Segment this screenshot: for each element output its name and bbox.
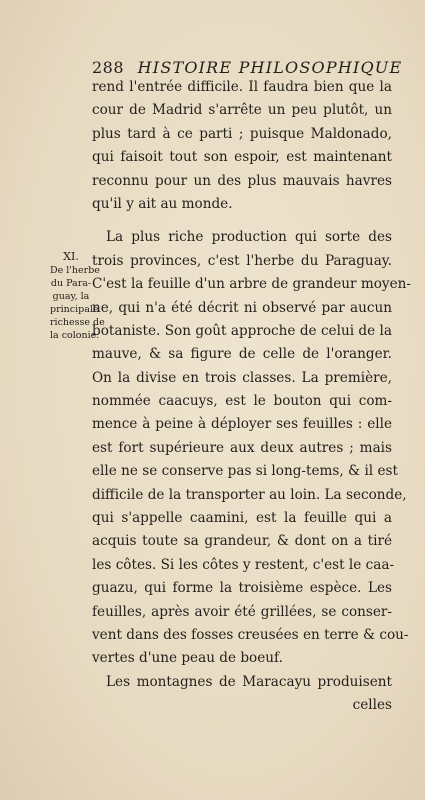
paragraph-1 [92, 76, 392, 216]
text-line: elle ne se conserve pas si long-tems, & il est [92, 463, 398, 480]
text-line: botaniste. Son goût approche de celui de la [92, 322, 392, 339]
running-title: HISTOIRE PHILOSOPHIQUE [137, 58, 403, 77]
margin-note-line: du Para- [50, 278, 92, 289]
text-line: qu'il y ait au monde. [92, 195, 233, 212]
text-line: qui s'appelle caamini, est la feuille qui a [92, 510, 392, 527]
text-line: plus tard à ce parti ; puisque Maldonado, [92, 125, 392, 142]
text-line: acquis toute sa grandeur, & dont on a tiré [92, 533, 392, 550]
text-line: La plus riche production qui sorte des [106, 229, 392, 246]
text-line: nommée caacuys, est le bouton qui com- [92, 393, 392, 410]
text-line: mauve, & sa figure de celle de l'oranger. [92, 346, 392, 363]
margin-note [50, 250, 105, 342]
margin-note-line: guay, la [52, 291, 90, 302]
paragraph-2 [92, 226, 411, 670]
margin-note-line: De l'herbe [50, 265, 100, 276]
text-line: est fort supérieure aux deux autres ; mais [92, 439, 392, 456]
text-line: feuilles, après avoir été grillées, se conser- [92, 603, 392, 620]
text-line: Les montagnes de Maracayu produisent [106, 673, 392, 690]
text-line: qui faisoit tout son espoir, est maintenant [92, 149, 392, 166]
text-line: rend l'entrée difficile. Il faudra bien que la [92, 79, 392, 95]
page-number: 288 [92, 58, 125, 77]
text-line: mence à peine à déployer ses feuilles : elle [92, 416, 392, 433]
text-line: On la divise en trois classes. La première, [92, 369, 392, 386]
text-line: difficile de la transporter au loin. La seconde, [92, 486, 407, 503]
running-header [92, 58, 403, 77]
text-line: les côtes. Si les côtes y restent, c'est le caa- [92, 556, 395, 573]
text-line: reconnu pour un des plus mauvais havres [92, 172, 392, 189]
text-line: C'est la feuille d'un arbre de grandeur moyen- [92, 276, 411, 293]
body-text [92, 76, 411, 718]
text-line: vertes d'une peau de boeuf. [92, 650, 283, 667]
margin-note-line: principale [50, 304, 99, 315]
margin-note-line: richesse de [50, 317, 105, 328]
text-line: guazu, qui forme la troisième espèce. Les [92, 580, 392, 597]
text-line: ne, qui n'a été décrit ni observé par aucun [92, 299, 392, 316]
margin-note-number: XI. [63, 250, 79, 263]
catchword: celles [352, 697, 392, 714]
paragraph-3 [92, 671, 392, 694]
text-line: trois provinces, c'est l'herbe du Paraguay. [92, 252, 392, 269]
text-line: cour de Madrid s'arrête un peu plutôt, un [92, 102, 392, 119]
margin-note-line: la colonie. [50, 330, 100, 341]
text-line: vent dans des fosses creusées en terre & cou- [92, 626, 409, 643]
